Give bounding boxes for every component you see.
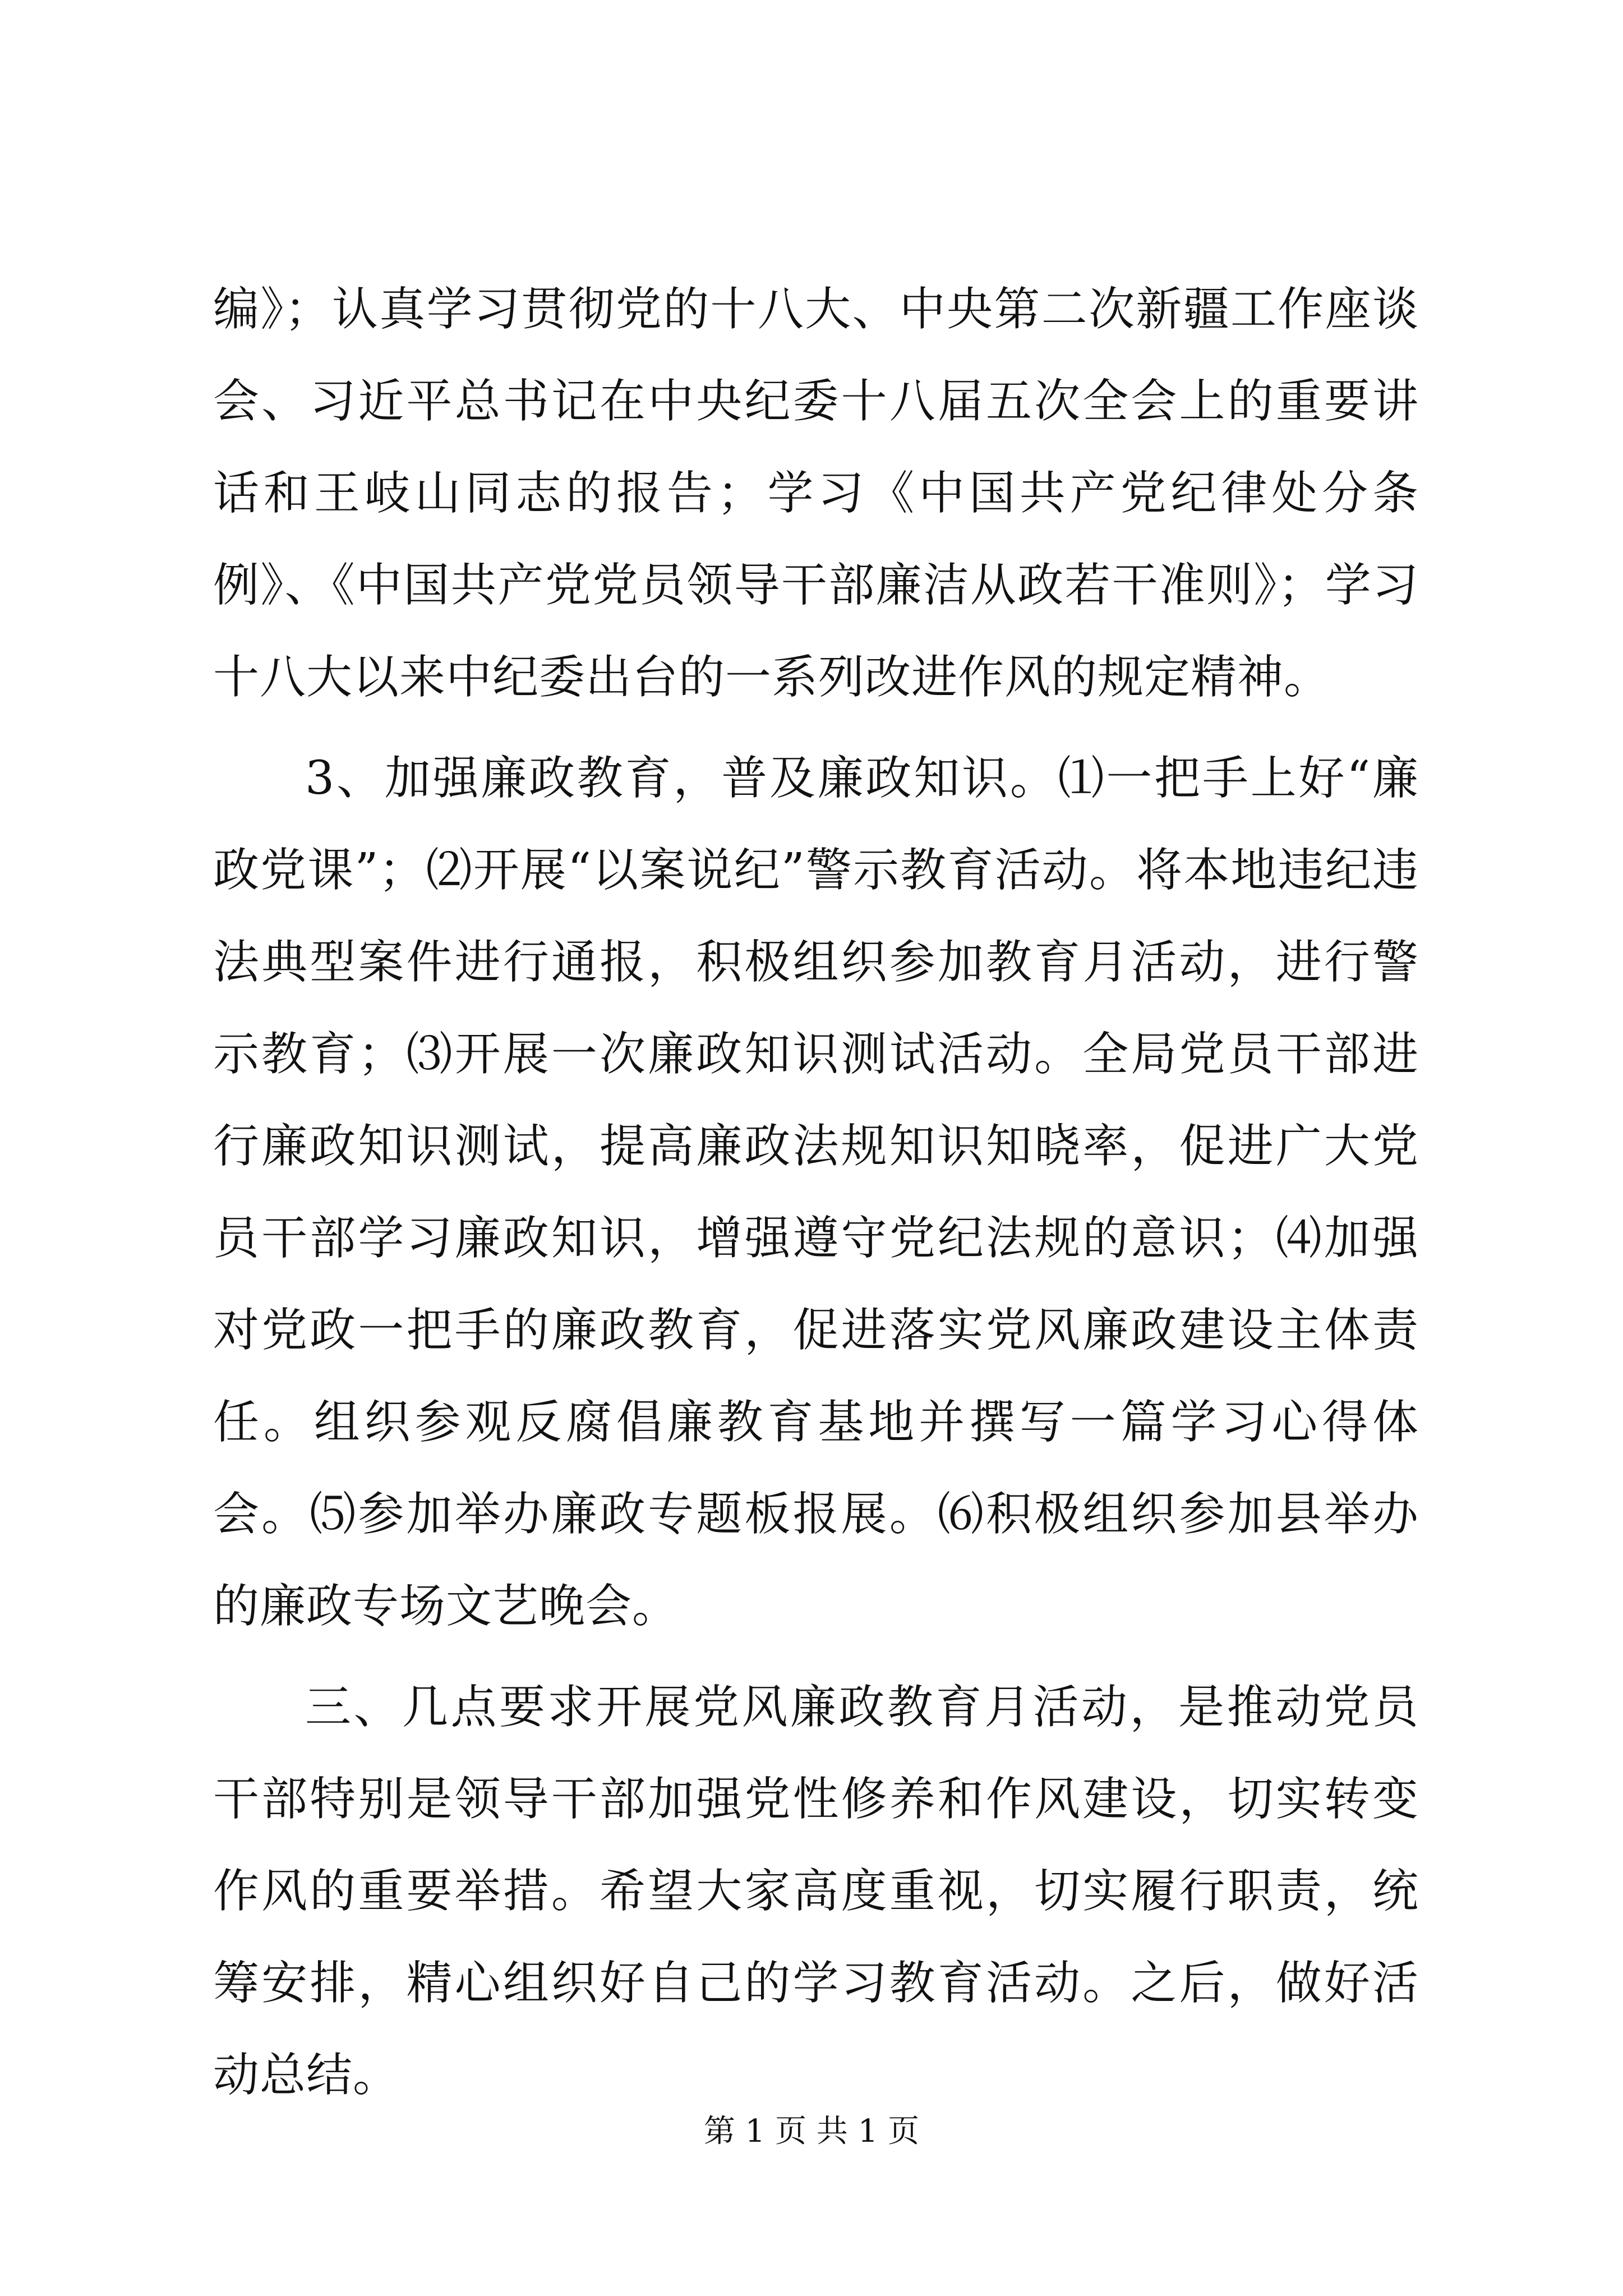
paragraph-requirements: 三、几点要求开展党风廉政教育月活动，是推动党员干部特别是领导干部加强党性修养和作风建设，切实转变作风的重要举措。希望大家高度重视，切实履行职责，统筹安排，精心组织好自己的学习教育活动。之后，做好活动总结。 [213, 1681, 1419, 2102]
paragraph-integrity-education: 3、加强廉政教育，普及廉政知识。⑴一把手上好“廉政党课”；⑵开展“以案说纪”警示教育活动。将本地违纪违法典型案件进行通报，积极组织参加教育月活动，进行警示教育；⑶开展一次廉政知识测试活动。全局党员干部进行廉政知识测试，提高廉政法规知识知晓率，促进广大党员干部学习廉政知识，增强遵守党纪法规的意识；⑷加强对党政一把手的廉政教育，促进落实党风廉政建设主体责任。组织参观反腐倡廉教育基地并撰写一篇学习心得体会。⑸参加举办廉政专题板报展。⑹积极组织参加县举办的廉政专场文艺晚会。 [213, 752, 1419, 1633]
document-body [213, 264, 1419, 2122]
page-footer: 第 1 页 共 1 页 [703, 2113, 920, 2150]
paragraph-study-content: 编》；认真学习贯彻党的十八大、中央第二次新疆工作座谈会、习近平总书记在中央纪委十八届五次全会上的重要讲话和王岐山同志的报告；学习《中国共产党纪律处分条例》、《中国共产党党员领导干部廉洁从政若干准则》；学习十八大以来中纪委出台的一系列改进作风的规定精神。 [213, 283, 1419, 704]
